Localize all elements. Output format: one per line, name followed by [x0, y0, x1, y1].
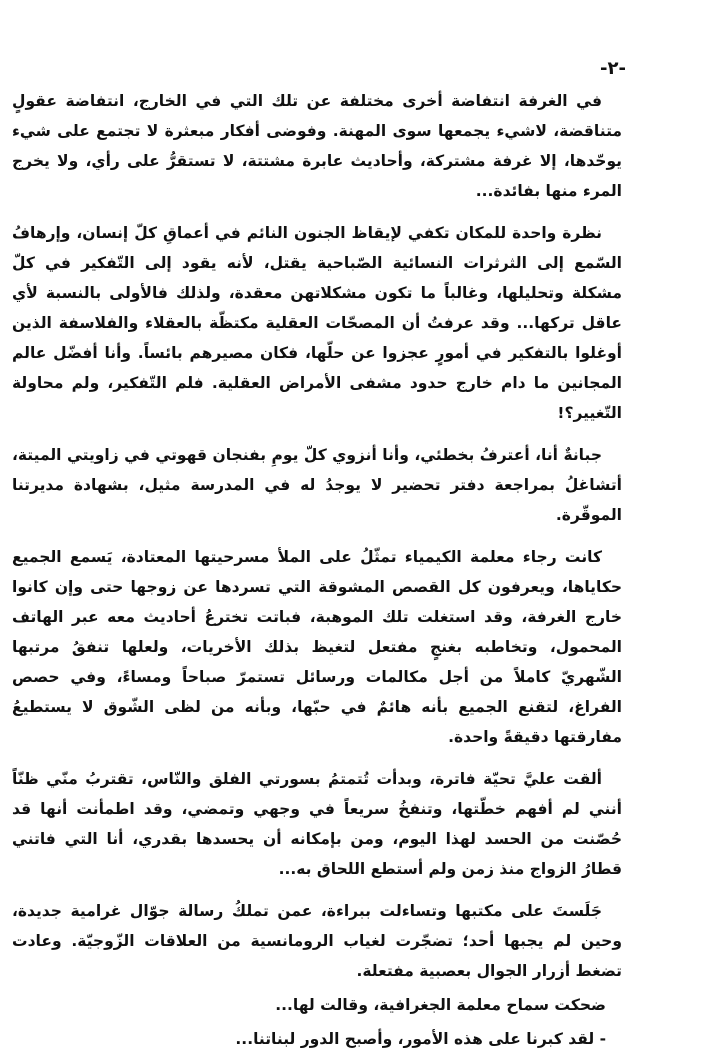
paragraph-2: نظرة واحدة للمكان تكفي لإيقاظ الجنون النائم في أعماقِ كلّ إنسان، وإرهافُ السّمع إلى الثرثرات النسائية الصّباحية يقتل، لأنه يقود إلى التّفكير في كلّ مشكلة وتحليلها، وغالباً ما تكون مشكلاتهن معقدة، ولذلك فالأولى بالنسبة لأي عاقل تركها... وقد عرفتُ أن المصحّات العقلية مكتظّة بالعقلاء والفلاسفة الذين أوغلوا بالتفكير في أمورٍ عجزوا عن حلّها، فكان مصيرهم بائساً. وأنا أفضّل عالم المجانين ما دام خارج حدود مشفى الأمراض العقلية. فلم التّفكير، ولم محاولة التّغيير؟!: [12, 224, 622, 422]
paragraph-5: ألقت عليَّ تحيّة فاترة، وبدأت تُتمتمُ بسورتي الفلق والنّاس، تقتربُ منّي ظنّاً أنني لم أفهم خطّتها، وتنفخُ سريعاً في وجهي وتمضي، وقد اطمأنت أنها قد حُصّنت من الحسد لهذا اليوم، ومن بإمكانه أن يحسدها بقدري، أنا التي فاتني قطارُ الزواج منذ زمن ولم أستطع اللحاق به...: [12, 770, 622, 878]
paragraph-8: - لقد كبرنا على هذه الأمور، وأصبح الدور لبناتنا...: [235, 1030, 606, 1048]
paragraph-6: جَلَستَ على مكتبها وتساءلت ببراءة، عمن تملكُ رسالة جوّال غرامية جديدة، وحين لم يجبها أحد؛ تضجّرت لغياب الرومانسية من العلاقات الزّوجيّة. وعادت تضغط أزرار الجوال بعصبية مفتعلة.: [12, 902, 622, 980]
paragraph-4: كانت رجاء معلمة الكيمياء تمثّلُ على الملأ مسرحيتها المعتادة، يَسمع الجميع حكاياها، ويعرفون كل القصص المشوقة التي تسردها عن زوجها حتى وإن كانوا خارج الغرفة، وقد استغلت تلك الموهبة، فباتت تخترعُ أحاديث معه عبر الهاتف المحمول، وتخاطبه بغنجٍ مفتعل لتغيظ بذلك الأخريات، ولعلها تنفقُ مرتبها الشّهريّ كاملاً من أجل مكالمات ورسائل تستمرّ صباحاً ومساءً، وفي حصص الفراغ، لتقنع الجميع بأنه هائمٌ في حبّها، وبأنه من لظى الشّوق لا يستطيعُ مفارقتها دقيقةً واحدة.: [12, 548, 622, 746]
paragraph-3: جبانةٌ أنا، أعترفُ بخطئي، وأنا أنزوي كلّ يومِ بفنجان قهوتي في زاويتي الميتة، أتشاغلُ بمراجعة دفتر تحضير لا يوجدُ له في المدرسة مثيل، بشهادة مديرتنا الموقّرة.: [12, 446, 622, 524]
body-text: [12, 86, 622, 1058]
paragraph-7: ضحكت سماح معلمة الجغرافية، وقالت لها...: [275, 996, 606, 1014]
paragraph-1: في الغرفة انتفاضة أخرى مختلفة عن تلك التي في الخارج، انتفاضة عقولٍ متناقضة، لاشيء يجمعها سوى المهنة. وفوضى أفكار مبعثرة لا تجتمع على شيء يوحّدها، إلا غرفة مشتركة، وأحاديث عابرة مشتتة، لا تستقرُّ على رأي، ولا يخرج المرء منها بفائدة...: [12, 92, 622, 200]
page-number: -٢-: [600, 58, 626, 79]
